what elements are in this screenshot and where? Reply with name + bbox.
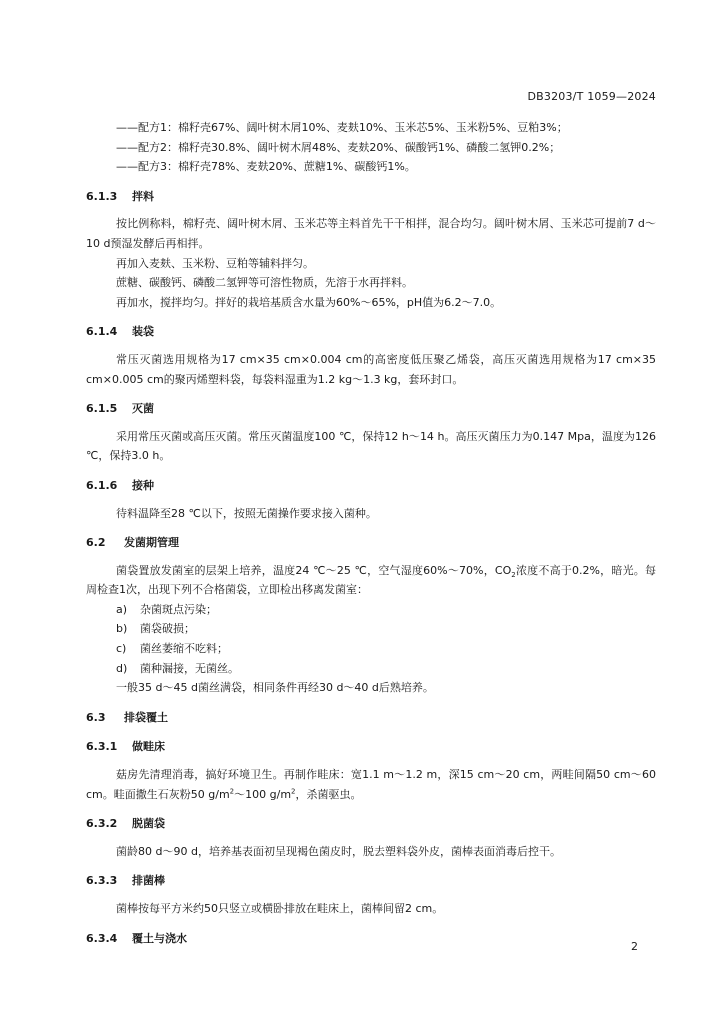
section-number: 6.1.4 [86,325,118,339]
paragraph: 菌龄80 d～90 d，培养基表面初呈现褐色菌皮时，脱去塑料袋外皮，菌棒表面消毒后控干。 [116,844,561,858]
formula-3: ——配方3：棉籽壳78%、麦麸20%、蔗糖1%、碳酸钙1%。 [116,160,416,174]
paragraph [86,561,656,600]
list-item [86,619,656,639]
section-title: 排袋覆土 [124,710,168,724]
subscript: 2 [511,570,516,579]
section-heading-6-3-4 [86,929,656,949]
list-marker: c) [116,642,127,656]
section-heading-6-3-2 [86,814,656,834]
document-code: DB3203/T 1059—2024 [527,90,656,103]
section-heading-6-2 [86,533,656,553]
section-number: 6.3.2 [86,817,118,831]
section-heading-6-1-4 [86,322,656,342]
section-title: 排菌棒 [132,874,165,888]
section-heading-6-3 [86,708,656,728]
formula-1: ——配方1：棉籽壳67%、阔叶树木屑10%、麦麸10%、玉米芯5%、玉米粉5%、豆粕3%； [116,121,568,134]
paragraph-text: 菌袋置放发菌室的层架上培养，温度24 ℃～25 ℃，空气湿度60%～70%，CO [116,563,512,577]
section-number: 6.3.4 [86,931,118,945]
paragraph-text: ～100 g/m [234,787,292,801]
section-number: 6.1.5 [86,402,118,416]
paragraph: 待料温降至28 ℃以下，按照无菌操作要求接入菌种。 [116,506,377,520]
paragraph-text: 浓度不高于0.2%，暗光。每周检查1次，出现下列不合格菌袋，立即检出移离发菌室： [86,563,656,597]
paragraph-text: ，杀菌驱虫。 [295,787,362,801]
section-heading-6-1-6 [86,476,656,496]
section-title: 接种 [132,478,154,492]
section-number: 6.1.3 [86,189,118,203]
paragraph-text: 菇房先清理消毒，搞好环境卫生。再制作畦床：宽1.1 m～1.2 m，深15 cm～20 cm，两畦间隔50 cm～60 cm。畦面撒生石灰粉50 g/m [86,768,656,801]
section-number: 6.3 [86,710,106,724]
section-title: 做畦床 [132,740,165,754]
list-item-text: 菌袋破损； [140,622,195,636]
list-marker: d) [116,661,128,675]
paragraph: 菌棒按每平方米约50只竖立或横卧排放在畦床上，菌棒间留2 cm。 [116,902,444,915]
paragraph: 再加水，搅拌均匀。拌好的栽培基质含水量为60%～65%，pH值为6.2～7.0。 [116,295,502,309]
section-title: 脱菌袋 [132,817,165,831]
list-item [86,659,656,679]
list-item-text: 菌丝萎缩不吃料； [140,642,228,656]
formula-2: ——配方2：棉籽壳30.8%、阔叶树木屑48%、麦麸20%、碳酸钙1%、磷酸二氢钾0.2%； [116,140,561,154]
section-title: 覆土与浇水 [132,931,187,945]
section-number: 6.1.6 [86,478,118,492]
section-heading-6-3-1 [86,737,656,757]
page-number: 2 [631,940,638,953]
section-title: 灭菌 [132,402,154,416]
paragraph: 常压灭菌选用规格为17 cm×35 cm×0.004 cm的高密度低压聚乙烯袋，高压灭菌选用规格为17 cm×35 cm×0.005 cm的聚丙烯塑料袋，每袋料湿重为1.2 kg～1.3 kg，套环封口。 [86,352,656,386]
section-heading-6-1-5 [86,399,656,419]
section-number: 6.2 [86,536,106,550]
section-title: 装袋 [132,325,154,339]
document-body [86,118,656,956]
superscript: 2 [291,786,296,795]
paragraph [86,765,656,804]
paragraph: 采用常压灭菌或高压灭菌。常压灭菌温度100 ℃，保持12 h～14 h。高压灭菌压力为0.147 Mpa，温度为126 ℃，保持3.0 h。 [86,429,656,463]
section-heading-6-1-3 [86,187,656,207]
list-marker: b) [116,622,128,636]
paragraph: 一般35 d～45 d菌丝满袋，相同条件再经30 d～40 d后熟培养。 [116,681,434,695]
section-title: 发菌期管理 [124,536,179,550]
section-title: 拌料 [132,189,154,203]
section-heading-6-3-3 [86,871,656,891]
list-marker: a) [116,602,128,616]
superscript: 2 [229,786,235,795]
paragraph: 蔗糖、碳酸钙、磷酸二氢钾等可溶性物质，先溶于水再拌料。 [116,276,413,290]
list-item [86,600,656,620]
paragraph: 按比例称料，棉籽壳、阔叶树木屑、玉米芯等主料首先干干相拌，混合均匀。阔叶树木屑、玉米芯可提前7 d～10 d预湿发酵后再相拌。 [86,217,656,250]
list-item-text: 杂菌斑点污染； [140,602,217,616]
list-item [86,639,656,659]
list-item-text: 菌种漏接，无菌丝。 [140,661,239,675]
section-number: 6.3.3 [86,874,118,888]
section-number: 6.3.1 [86,740,118,754]
paragraph: 再加入麦麸、玉米粉、豆粕等辅料拌匀。 [116,256,314,270]
